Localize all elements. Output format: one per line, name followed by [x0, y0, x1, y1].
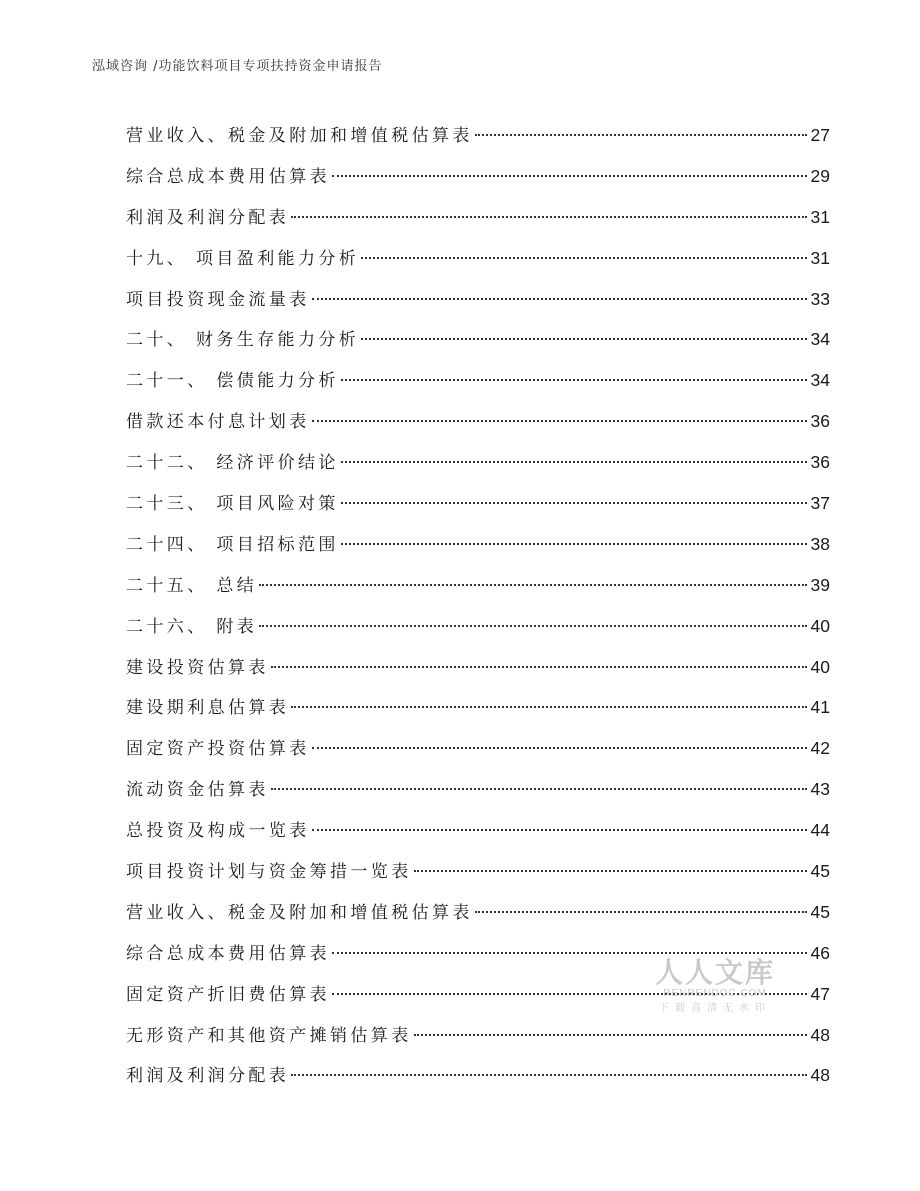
- toc-entry-page: 39: [810, 574, 830, 595]
- toc-entry[interactable]: [126, 687, 830, 728]
- toc-entry-page: 36: [810, 411, 830, 432]
- toc-entry[interactable]: [126, 319, 830, 360]
- toc-entry-title: 固定资产投资估算表: [126, 739, 310, 760]
- toc-entry-page: 37: [810, 493, 830, 514]
- watermark-subtitle: 下载高清无水印: [659, 1003, 771, 1014]
- toc-entry-title: 营业收入、税金及附加和增值税估算表: [126, 126, 473, 146]
- toc-dot-leader: [291, 1074, 806, 1076]
- toc-entry[interactable]: [126, 851, 830, 892]
- toc-entry[interactable]: [126, 524, 830, 565]
- toc-entry-title: 无形资产和其他资产摊销估算表: [126, 1025, 412, 1046]
- toc-entry[interactable]: [126, 647, 830, 688]
- toc-entry-title: 综合总成本费用估算表: [126, 943, 330, 964]
- toc-entry[interactable]: [126, 974, 830, 1015]
- toc-dot-leader: [341, 461, 807, 463]
- toc-entry-title: 总投资及构成一览表: [126, 821, 310, 842]
- toc-entry-page: 31: [810, 206, 830, 227]
- toc-dot-leader: [312, 420, 807, 422]
- toc-dot-leader: [414, 1034, 807, 1036]
- toc-entry[interactable]: [126, 892, 830, 933]
- toc-entry-title: 二十二、 经济评价结论: [126, 453, 339, 474]
- toc-entry[interactable]: [126, 279, 830, 320]
- toc-entry-page: 45: [810, 861, 830, 882]
- watermark-title: 人人文库: [654, 956, 775, 989]
- toc-dot-leader: [259, 625, 806, 627]
- toc-entry-page: 36: [810, 452, 830, 473]
- toc-dot-leader: [312, 829, 807, 831]
- toc-entry[interactable]: [126, 442, 830, 483]
- toc-dot-leader: [414, 870, 807, 872]
- toc-dot-leader: [291, 706, 806, 708]
- toc-entry[interactable]: [126, 115, 830, 156]
- toc-entry[interactable]: [126, 810, 830, 851]
- toc-entry-page: 41: [810, 697, 830, 718]
- toc-dot-leader: [361, 257, 806, 259]
- toc-dot-leader: [271, 788, 807, 790]
- toc-entry-title: 借款还本付息计划表: [126, 412, 310, 433]
- toc-entry-page: 46: [810, 942, 830, 963]
- toc-entry-title: 十九、 项目盈利能力分析: [126, 248, 360, 269]
- toc-entry-title: 建设期利息估算表: [126, 698, 290, 719]
- toc-entry-page: 29: [810, 165, 830, 186]
- toc-dot-leader: [271, 666, 807, 668]
- toc-entry-title: 二十五、 总结: [126, 575, 258, 596]
- toc-entry-page: 44: [810, 820, 830, 841]
- toc-entry-page: 34: [810, 329, 830, 350]
- toc-entry[interactable]: [126, 156, 830, 197]
- toc-entry-page: 40: [810, 615, 830, 636]
- toc-entry-page: 47: [810, 983, 830, 1004]
- toc-entry-title: 二十、 财务生存能力分析: [126, 330, 360, 351]
- running-header: 泓域咨询 /功能饮料项目专项扶持资金申请报告: [92, 59, 383, 74]
- toc-entry-title: 固定资产折旧费估算表: [126, 984, 330, 1005]
- toc-entry[interactable]: [126, 769, 830, 810]
- toc-entry-page: 38: [810, 533, 830, 554]
- toc-entry-page: 42: [810, 738, 830, 759]
- toc-entry-title: 营业收入、税金及附加和增值税估算表: [126, 902, 473, 923]
- toc-entry-page: 48: [810, 1065, 830, 1086]
- toc-dot-leader: [312, 298, 807, 300]
- toc-entry[interactable]: [126, 565, 830, 606]
- toc-dot-leader: [475, 911, 807, 913]
- toc-dot-leader: [332, 993, 807, 995]
- toc-entry-title: 流动资金估算表: [126, 780, 269, 801]
- toc-entry-title: 利润及利润分配表: [126, 207, 290, 228]
- toc-entry[interactable]: [126, 933, 830, 974]
- toc-entry-title: 项目投资计划与资金筹措一览表: [126, 862, 412, 883]
- toc-entry-page: 48: [810, 1024, 830, 1045]
- toc-dot-leader: [259, 584, 806, 586]
- header-divider: [92, 80, 828, 81]
- table-of-contents: [126, 115, 830, 1096]
- toc-entry[interactable]: [126, 1055, 830, 1096]
- toc-entry-title: 二十三、 项目风险对策: [126, 494, 339, 515]
- toc-entry-page: 34: [810, 370, 830, 391]
- toc-entry-page: 40: [810, 656, 830, 677]
- toc-dot-leader: [332, 952, 807, 954]
- watermark-domain: RENRENDOC.COM: [663, 988, 767, 999]
- toc-entry[interactable]: [126, 401, 830, 442]
- toc-entry-page: 27: [810, 125, 830, 145]
- toc-entry[interactable]: [126, 606, 830, 647]
- toc-dot-leader: [341, 379, 807, 381]
- toc-dot-leader: [312, 747, 807, 749]
- toc-entry[interactable]: [126, 360, 830, 401]
- toc-dot-leader: [341, 543, 807, 545]
- toc-dot-leader: [361, 338, 806, 340]
- toc-dot-leader: [291, 216, 806, 218]
- toc-entry-page: 33: [810, 288, 830, 309]
- toc-entry-title: 利润及利润分配表: [126, 1066, 290, 1087]
- toc-entry-title: 二十四、 项目招标范围: [126, 534, 339, 555]
- toc-dot-leader: [332, 175, 807, 177]
- toc-entry[interactable]: [126, 238, 830, 279]
- toc-entry[interactable]: [126, 197, 830, 238]
- toc-entry-title: 综合总成本费用估算表: [126, 166, 330, 187]
- toc-entry-page: 31: [810, 247, 830, 268]
- toc-dot-leader: [475, 134, 807, 136]
- toc-entry-title: 建设投资估算表: [126, 657, 269, 678]
- toc-entry-title: 二十六、 附表: [126, 616, 258, 637]
- toc-entry-page: 43: [810, 779, 830, 800]
- toc-entry-page: 45: [810, 901, 830, 922]
- toc-entry[interactable]: [126, 728, 830, 769]
- toc-dot-leader: [341, 502, 807, 504]
- toc-entry-title: 项目投资现金流量表: [126, 289, 310, 310]
- toc-entry[interactable]: [126, 483, 830, 524]
- toc-entry-title: 二十一、 偿债能力分析: [126, 371, 339, 392]
- toc-entry[interactable]: [126, 1015, 830, 1056]
